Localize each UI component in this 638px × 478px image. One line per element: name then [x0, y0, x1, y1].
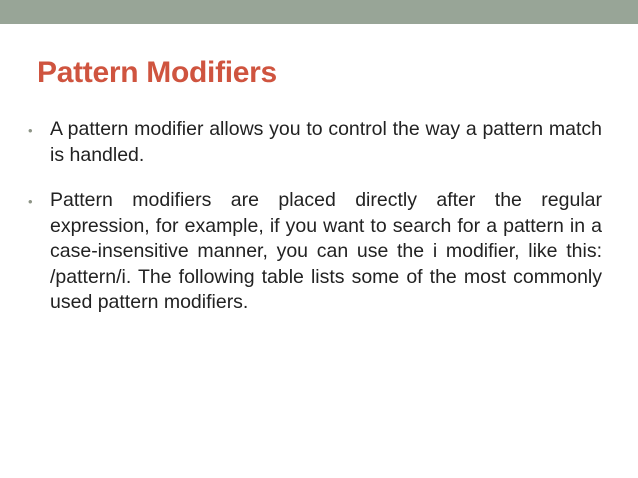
bullet-item: [28, 188, 602, 316]
bullet-marker-icon: •: [28, 194, 33, 209]
bullet-list: [28, 117, 602, 336]
bullet-marker-icon: •: [28, 123, 33, 138]
slide-title: Pattern Modifiers: [37, 56, 277, 89]
bullet-text: Pattern modifiers are placed directly after the regular expression, for example, if you want to search for a pattern in a case-insensitive manner, you can use the i modifier, like this: /pattern/i. The following table lists some of the most commonly used pattern modifiers.: [50, 189, 602, 313]
top-decorative-band: [0, 0, 638, 24]
bullet-item: [28, 117, 602, 168]
bullet-text: A pattern modifier allows you to control the way a pattern match is handled.: [50, 118, 602, 166]
